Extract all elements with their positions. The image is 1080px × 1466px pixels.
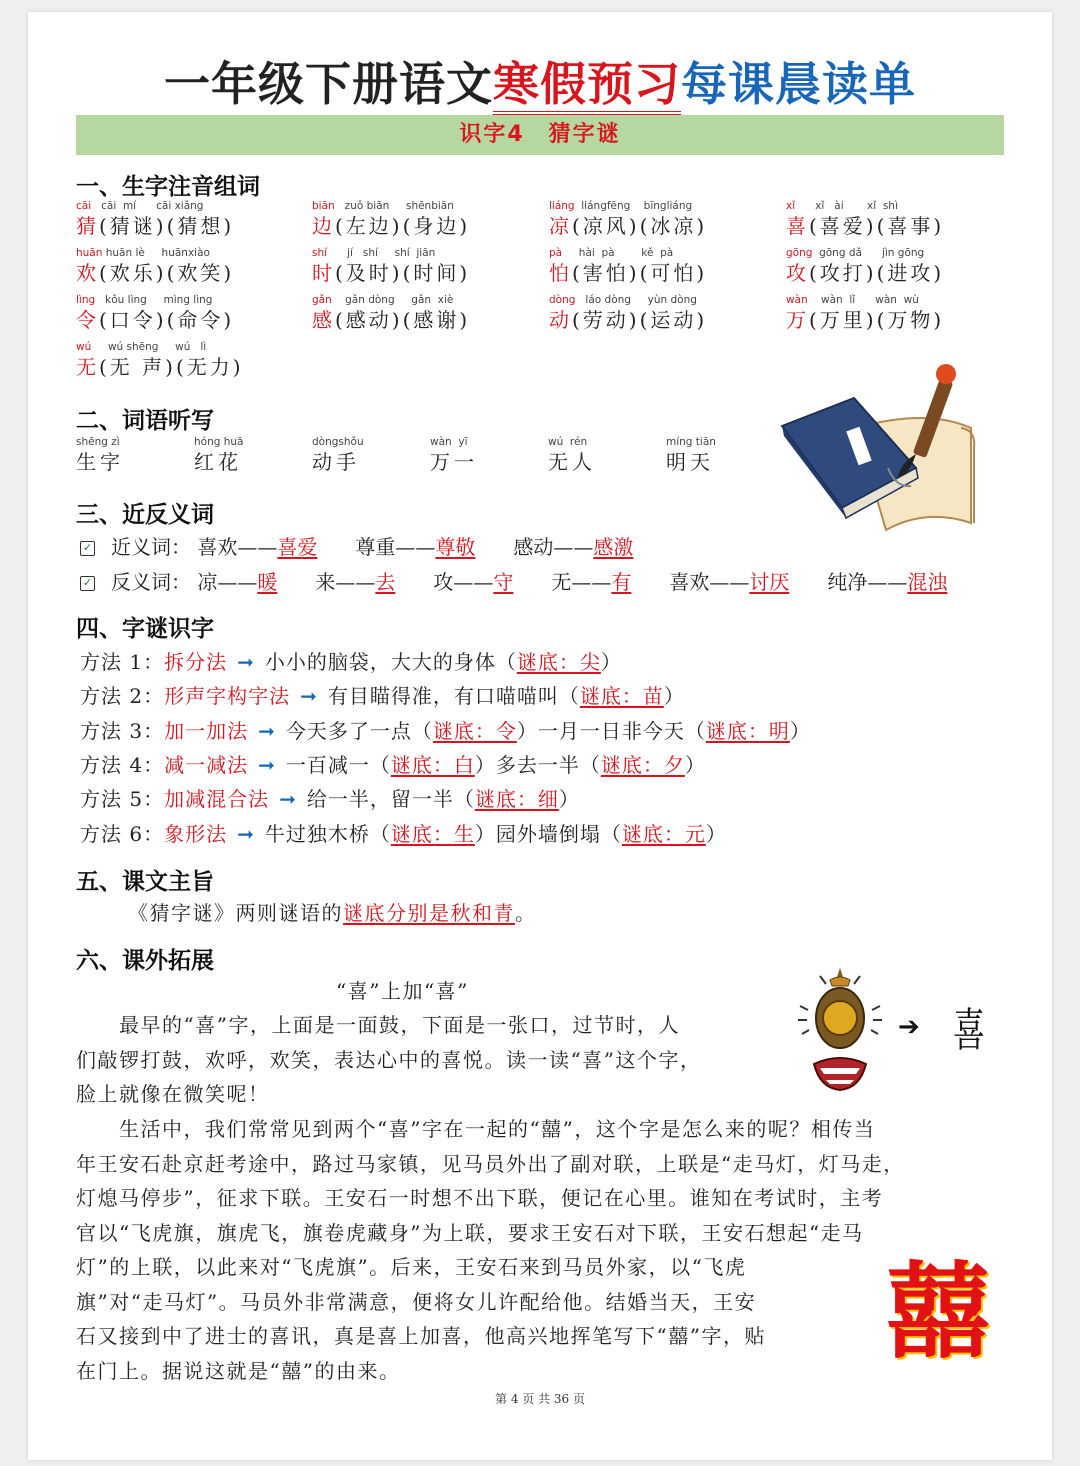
vocab-pinyin-char: biān bbox=[312, 200, 335, 212]
vocab-compounds: (及时)(时间) bbox=[335, 261, 471, 285]
vocab-compounds: (感动)(感谢) bbox=[335, 308, 471, 332]
section-heading-2: 二、词语听写 bbox=[76, 408, 214, 434]
vocab-pinyin-char: cāi bbox=[76, 200, 92, 212]
vocab-compounds: (无 声)(无力) bbox=[99, 355, 244, 379]
vocab-words bbox=[786, 260, 944, 287]
riddle-text: ） bbox=[789, 718, 811, 743]
riddle-text: 园外墙倒塌（ bbox=[495, 821, 622, 846]
vocab-words bbox=[76, 260, 234, 287]
vocab-pinyin-char: wàn bbox=[786, 294, 808, 306]
vocab-pinyin bbox=[312, 294, 470, 307]
section-heading-3: 三、近反义词 bbox=[76, 502, 214, 528]
paragraph-line: 灯”的上联，以此来对“飞虎旗”。后来，王安石来到马员外家，以“飞虎 bbox=[76, 1255, 747, 1279]
vocab-item bbox=[549, 200, 707, 240]
vocab-pinyin-words: xǐ ài xǐ shì bbox=[795, 200, 898, 212]
paragraph-line: 们敲锣打鼓，欢呼，欢笑，表达心中的喜悦。读一读“喜”这个字， bbox=[76, 1047, 702, 1072]
vocab-pinyin-words: cāi mí cāi xiǎng bbox=[91, 200, 204, 212]
vocab-pinyin-words: wú shēng wú lì bbox=[91, 341, 207, 353]
arrow-right-icon: ➞ bbox=[258, 718, 276, 743]
arrow-right-icon: ➞ bbox=[258, 752, 276, 777]
vocab-item bbox=[312, 294, 470, 334]
riddle-text: 有目瞄得准，有口喵喵叫（ bbox=[327, 684, 580, 709]
method-label: 方法 5： bbox=[80, 787, 165, 812]
riddle-text: 一百减一（ bbox=[285, 752, 391, 777]
vocab-pinyin bbox=[312, 247, 470, 260]
theme-answer: 谜底分别是秋和青 bbox=[343, 901, 515, 925]
dictation-item bbox=[312, 436, 364, 476]
vocab-char: 欢 bbox=[76, 261, 99, 285]
vocab-pinyin-char: wú bbox=[76, 341, 92, 353]
paragraph-line: 最早的“喜”字，上面是一面鼓，下面是一张口，过节时，人 bbox=[76, 1013, 680, 1037]
vocab-pinyin-char: pà bbox=[549, 247, 563, 259]
dictation-pinyin: wàn yī bbox=[430, 436, 468, 448]
vocab-pinyin-words: zuǒ biān shēnbiān bbox=[334, 200, 454, 212]
theme-text: 《猜字谜》两则谜语的谜底分别是秋和青。 bbox=[128, 901, 537, 925]
vocab-compounds: (口令)(命令) bbox=[99, 308, 235, 332]
vocab-pinyin-words: gōng dǎ jìn gōng bbox=[812, 247, 925, 259]
synonyms-label: 近义词： bbox=[111, 535, 191, 559]
antonyms-pair bbox=[551, 570, 631, 594]
dictation-item bbox=[666, 436, 716, 476]
synonyms-pair bbox=[355, 535, 475, 559]
vocab-char: 动 bbox=[549, 308, 572, 332]
vocab-pinyin bbox=[549, 200, 707, 213]
vocab-char: 凉 bbox=[549, 214, 572, 238]
method-row bbox=[80, 680, 685, 709]
vocab-compounds: (凉风)(冰凉) bbox=[572, 214, 708, 238]
paragraph-line: 石又接到中了进士的喜讯，真是喜上加喜，他高兴地挥笔写下“囍”字，贴 bbox=[76, 1324, 766, 1348]
antonyms-word: 来—— bbox=[315, 570, 376, 594]
dictation-item bbox=[548, 436, 596, 476]
antonyms-pair bbox=[197, 570, 277, 594]
vocab-compounds: (劳动)(运动) bbox=[572, 308, 708, 332]
method-name: 加减混合法 bbox=[164, 787, 270, 812]
riddle-answer: 谜底：尖 bbox=[516, 650, 601, 674]
antonyms-answer: 讨厌 bbox=[749, 570, 790, 594]
riddle-text: ） bbox=[474, 752, 496, 777]
vocab-pinyin bbox=[76, 247, 234, 260]
book-brush-illustration bbox=[776, 358, 986, 538]
antonyms-word: 攻—— bbox=[433, 570, 494, 594]
paragraph-line: 年王安石赴京赶考途中，路过马家镇，见马员外出了副对联，上联是“走马灯，灯马走， bbox=[76, 1151, 905, 1176]
riddle-text: 小小的脑袋，大大的身体（ bbox=[264, 650, 517, 674]
riddle-text: 牛过独木桥（ bbox=[264, 821, 391, 846]
vocab-words bbox=[76, 307, 234, 334]
riddle-text: ） bbox=[600, 650, 622, 674]
vocab-pinyin-char: shí bbox=[312, 247, 328, 259]
vocab-pinyin bbox=[76, 200, 234, 213]
dictation-pinyin: hóng huā bbox=[194, 436, 244, 448]
vocab-pinyin-char: huān bbox=[76, 247, 103, 259]
riddle-text: ） bbox=[705, 821, 727, 846]
vocab-pinyin-words: gǎn dòng gǎn xiè bbox=[331, 294, 454, 306]
section-heading-4: 四、字谜识字 bbox=[76, 616, 214, 642]
method-row bbox=[80, 749, 706, 778]
vocab-item bbox=[786, 200, 944, 240]
paragraph-line: 在门上。据说这就是“囍”的由来。 bbox=[76, 1358, 401, 1383]
vocab-pinyin bbox=[312, 200, 470, 213]
riddle-text: 给一半，留一半（ bbox=[306, 787, 475, 812]
dictation-word: 生字 bbox=[76, 450, 124, 474]
vocab-pinyin-words: kǒu lìng mìng lìng bbox=[95, 294, 213, 306]
antonyms-word: 无—— bbox=[551, 570, 612, 594]
vocab-pinyin bbox=[786, 200, 944, 213]
antonyms-word: 喜欢—— bbox=[669, 570, 750, 594]
vocab-char: 边 bbox=[312, 214, 335, 238]
vocab-pinyin-words: láo dòng yùn dòng bbox=[575, 294, 697, 306]
method-name: 加一加法 bbox=[164, 718, 249, 743]
antonyms-pair bbox=[827, 570, 947, 594]
vocab-words bbox=[312, 307, 470, 334]
riddle-answer: 谜底：元 bbox=[621, 821, 706, 846]
synonyms-answer: 尊敬 bbox=[435, 535, 476, 559]
vocab-words bbox=[312, 260, 470, 287]
riddle-answer: 谜底：明 bbox=[705, 718, 790, 743]
title-highlight: 寒假预习 bbox=[493, 57, 681, 115]
antonyms-pair bbox=[315, 570, 395, 594]
title-suffix: 每课晨读单 bbox=[681, 57, 916, 111]
method-name: 形声字构字法 bbox=[164, 684, 291, 709]
dictation-word: 红花 bbox=[194, 450, 242, 474]
synonyms-word: 感动—— bbox=[513, 535, 594, 559]
vocab-char: 万 bbox=[786, 308, 809, 332]
method-label: 方法 2： bbox=[80, 684, 165, 709]
vocab-pinyin-words: huān lè huānxiào bbox=[102, 247, 210, 259]
antonyms-pair bbox=[669, 570, 789, 594]
synonyms-answer: 喜爱 bbox=[277, 535, 318, 559]
vocab-compounds: (猜谜)(猜想) bbox=[99, 214, 235, 238]
synonyms-pair bbox=[197, 535, 317, 559]
dictation-word: 无人 bbox=[548, 450, 596, 474]
vocab-compounds: (欢乐)(欢笑) bbox=[99, 261, 235, 285]
antonyms-answer: 暖 bbox=[257, 570, 278, 594]
extension-paragraph-2 bbox=[76, 1112, 905, 1388]
vocab-char: 时 bbox=[312, 261, 335, 285]
antonyms-label: 反义词： bbox=[111, 570, 191, 594]
vocab-pinyin-words: hài pà kě pà bbox=[562, 247, 674, 259]
synonyms-word: 喜欢—— bbox=[197, 535, 278, 559]
vocab-pinyin bbox=[786, 294, 944, 307]
dictation-item bbox=[430, 436, 478, 476]
vocab-char: 猜 bbox=[76, 214, 99, 238]
riddle-text: 一月一日非今天（ bbox=[537, 718, 706, 743]
vocab-words bbox=[549, 213, 707, 240]
vocab-pinyin bbox=[76, 341, 244, 354]
riddle-answer: 谜底：令 bbox=[432, 718, 517, 743]
vocab-pinyin-char: xǐ bbox=[786, 200, 796, 212]
vocab-words bbox=[549, 307, 707, 334]
dictation-word: 万一 bbox=[430, 450, 478, 474]
method-name: 拆分法 bbox=[164, 650, 228, 674]
antonyms-word: 纯净—— bbox=[827, 570, 908, 594]
vocab-compounds: (左边)(身边) bbox=[335, 214, 471, 238]
vocab-words bbox=[549, 260, 707, 287]
method-row bbox=[80, 646, 622, 675]
antonyms-answer: 有 bbox=[611, 570, 632, 594]
antonyms-pair bbox=[433, 570, 513, 594]
vocab-words bbox=[76, 354, 244, 381]
antonyms-answer: 混浊 bbox=[907, 570, 948, 594]
riddle-answer: 谜底：苗 bbox=[579, 684, 664, 709]
extension-subtitle: “喜”上加“喜” bbox=[336, 979, 469, 1003]
check-icon: ✓ bbox=[80, 576, 95, 591]
vocab-item bbox=[549, 247, 707, 287]
dictation-pinyin: shēng zì bbox=[76, 436, 120, 448]
vocab-compounds: (万里)(万物) bbox=[809, 308, 945, 332]
vocab-char: 攻 bbox=[786, 261, 809, 285]
section-heading-6: 六、课外拓展 bbox=[76, 948, 214, 974]
synonyms-row bbox=[80, 531, 633, 560]
vocab-item bbox=[786, 294, 944, 334]
riddle-text: 多去一半（ bbox=[495, 752, 601, 777]
vocab-pinyin-words: liángfēng bīngliáng bbox=[574, 200, 693, 212]
method-label: 方法 6： bbox=[80, 821, 165, 846]
vocab-pinyin-char: dòng bbox=[549, 294, 576, 306]
vocab-pinyin bbox=[786, 247, 944, 260]
vocab-words bbox=[76, 213, 234, 240]
arrow-right-icon: ➞ bbox=[237, 821, 255, 846]
vocab-compounds: (害怕)(可怕) bbox=[572, 261, 708, 285]
worksheet-page bbox=[28, 12, 1052, 1460]
synonyms-word: 尊重—— bbox=[355, 535, 436, 559]
vocab-pinyin-char: gōng bbox=[786, 247, 813, 259]
dictation-item bbox=[194, 436, 243, 476]
vocab-pinyin bbox=[76, 294, 234, 307]
antonyms-word: 凉—— bbox=[197, 570, 258, 594]
lesson-banner: 识字4 猜字谜 bbox=[76, 115, 1004, 155]
riddle-text: ） bbox=[663, 684, 685, 709]
synonyms-answer: 感激 bbox=[593, 535, 634, 559]
method-name: 象形法 bbox=[164, 821, 228, 846]
section-heading-1: 一、生字注音组词 bbox=[76, 174, 260, 200]
antonyms-row bbox=[80, 566, 947, 595]
check-icon: ✓ bbox=[80, 541, 95, 556]
arrow-right-icon: ➞ bbox=[237, 650, 255, 674]
vocab-words bbox=[786, 307, 944, 334]
double-happiness-character: 囍 bbox=[886, 1251, 991, 1373]
vocab-item bbox=[312, 200, 470, 240]
vocab-char: 无 bbox=[76, 355, 99, 379]
vocab-words bbox=[312, 213, 470, 240]
vocab-pinyin bbox=[549, 294, 707, 307]
title-grade: 一年级下册语文 bbox=[164, 57, 493, 111]
riddle-text: ） bbox=[684, 752, 706, 777]
page-number: 第 4 页 共 36 页 bbox=[495, 1392, 585, 1406]
paragraph-line: 旗”对“走马灯”。马员外非常满意，便将女儿许配给他。结婚当天，王安 bbox=[76, 1289, 757, 1314]
method-name: 减一减法 bbox=[164, 752, 249, 777]
drum-mouth-illustration bbox=[790, 964, 890, 1094]
page-title bbox=[28, 48, 1052, 114]
method-row bbox=[80, 783, 580, 812]
dictation-pinyin: dòngshǒu bbox=[312, 436, 364, 448]
riddle-answer: 谜底：夕 bbox=[600, 752, 685, 777]
method-label: 方法 4： bbox=[80, 752, 165, 777]
antonyms-answer: 去 bbox=[375, 570, 396, 594]
arrow-right-icon: ➞ bbox=[279, 787, 297, 812]
extension-paragraph-1 bbox=[76, 1008, 701, 1112]
vocab-pinyin bbox=[549, 247, 707, 260]
riddle-text: ） bbox=[474, 821, 496, 846]
riddle-text: ） bbox=[516, 718, 538, 743]
arrow-right-icon: ➞ bbox=[300, 684, 318, 709]
paragraph-line: 灯熄马停步”，征求下联。王安石一时想不出下联，便记在心里。谁知在考试时，主考 bbox=[76, 1186, 884, 1210]
dictation-pinyin: míng tiān bbox=[666, 436, 716, 448]
vocab-pinyin-char: liáng bbox=[549, 200, 575, 212]
dictation-item bbox=[76, 436, 124, 476]
dictation-pinyin: wú rén bbox=[548, 436, 588, 448]
dictation-word: 明天 bbox=[666, 450, 714, 474]
vocab-item bbox=[312, 247, 470, 287]
vocab-pinyin-words: jí shí shí jiān bbox=[327, 247, 436, 259]
paragraph-line: 生活中，我们常常见到两个“喜”字在一起的“囍”，这个字是怎么来的呢？相传当 bbox=[76, 1117, 876, 1141]
vocab-pinyin-char: lìng bbox=[76, 294, 96, 306]
vocab-item bbox=[549, 294, 707, 334]
method-row bbox=[80, 818, 727, 847]
vocab-char: 令 bbox=[76, 308, 99, 332]
vocab-item bbox=[786, 247, 944, 287]
method-row bbox=[80, 715, 811, 744]
riddle-answer: 谜底：细 bbox=[474, 787, 559, 812]
section-heading-5: 五、课文主旨 bbox=[76, 869, 214, 895]
vocab-char: 喜 bbox=[786, 214, 809, 238]
dictation-word: 动手 bbox=[312, 450, 360, 474]
method-label: 方法 1： bbox=[80, 650, 165, 674]
vocab-item bbox=[76, 247, 234, 287]
riddle-text: ） bbox=[558, 787, 580, 812]
paragraph-line: 官以“飞虎旗，旗虎飞，旗卷虎藏身”为上联，要求王安石对下联，王安石想起“走马 bbox=[76, 1220, 864, 1245]
antonyms-answer: 守 bbox=[493, 570, 514, 594]
vocab-compounds: (喜爱)(喜事) bbox=[809, 214, 945, 238]
vocab-pinyin-char: gǎn bbox=[312, 294, 332, 306]
vocab-item bbox=[76, 200, 234, 240]
vocab-item bbox=[76, 341, 244, 381]
vocab-item bbox=[76, 294, 234, 334]
vocab-pinyin-words: wàn lǐ wàn wù bbox=[807, 294, 919, 306]
vocab-words bbox=[786, 213, 944, 240]
arrow-right-icon: ➔ bbox=[898, 1012, 920, 1042]
riddle-answer: 谜底：生 bbox=[390, 821, 475, 846]
paragraph-line: 脸上就像在微笑呢！ bbox=[76, 1082, 270, 1106]
method-label: 方法 3： bbox=[80, 718, 165, 743]
synonyms-pair bbox=[513, 535, 633, 559]
riddle-answer: 谜底：白 bbox=[390, 752, 475, 777]
vocab-compounds: (攻打)(进攻) bbox=[809, 261, 945, 285]
vocab-char: 感 bbox=[312, 308, 335, 332]
ancient-character: 喜 bbox=[952, 1003, 986, 1057]
riddle-text: 今天多了一点（ bbox=[285, 718, 433, 743]
vocab-char: 怕 bbox=[549, 261, 572, 285]
